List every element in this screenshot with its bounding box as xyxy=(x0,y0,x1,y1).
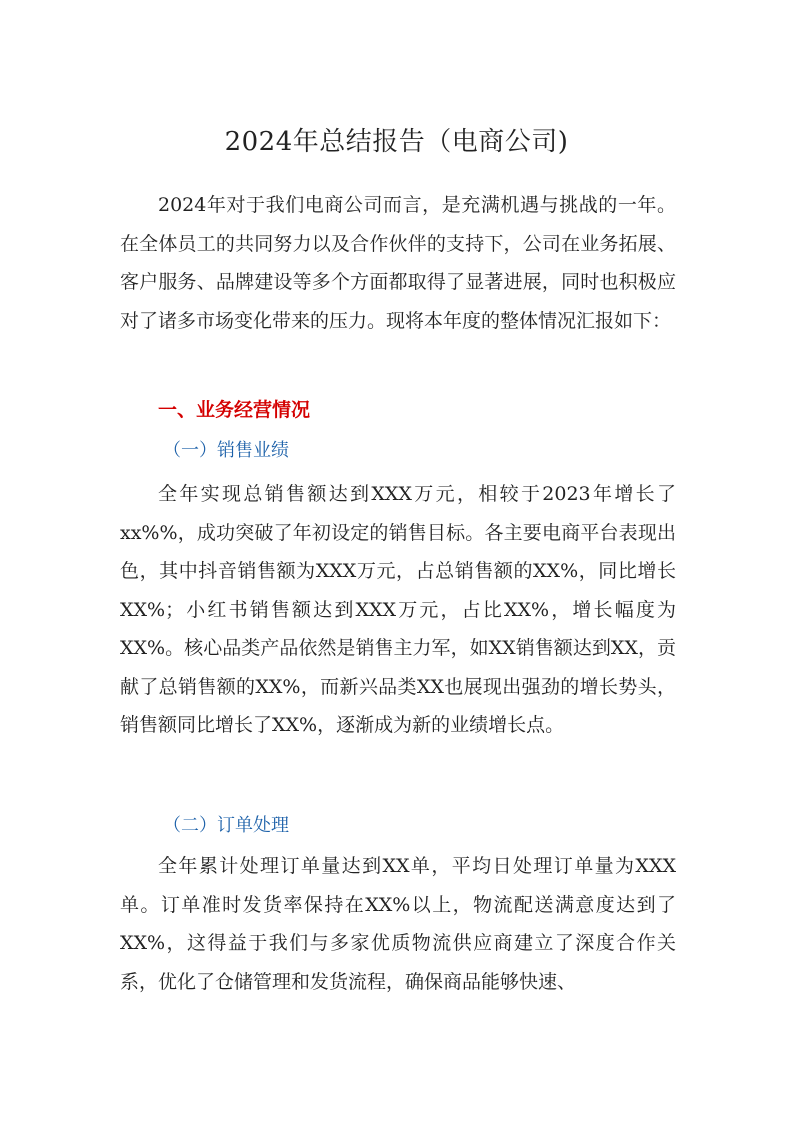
subsection-heading-orders: （二）订单处理 xyxy=(163,815,289,836)
intro-paragraph: 2024年对于我们电商公司而言，是充满机遇与挑战的一年。在全体员工的共同努力以及合作伙伴的支持下，公司在业务拓展、客户服务、品牌建设等多个方面都取得了显著进展，同时也积极应对了诸多市场变化带来的压力。现将本年度的整体情况汇报如下： xyxy=(120,194,676,332)
document-title: 2024年总结报告（电商公司) xyxy=(224,127,569,157)
sales-paragraph: 全年实现总销售额达到XXX万元，相较于2023年增长了xx%%，成功突破了年初设定的销售目标。各主要电商平台表现出色，其中抖音销售额为XXX万元，占总销售额的XX%，同比增长XX%；小红书销售额达到XXX万元，占比XX%，增长幅度为XX%。核心品类产品依然是销售主力军，如XX销售额达到XX，贡献了总销售额的XX%，而新兴品类XX也展现出强劲的增长势头，销售额同比增长了XX%，逐渐成为新的业绩增长点。 xyxy=(120,483,676,736)
orders-paragraph: 全年累计处理订单量达到XX单，平均日处理订单量为XXX单。订单准时发货率保持在XX%以上，物流配送满意度达到了XX%，这得益于我们与多家优质物流供应商建立了深度合作关系，优化了仓储管理和发货流程，确保商品能够快速、 xyxy=(120,855,676,993)
subsection-heading-sales: （一）销售业绩 xyxy=(163,440,289,461)
section-heading-business: 一、业务经营情况 xyxy=(158,399,311,421)
